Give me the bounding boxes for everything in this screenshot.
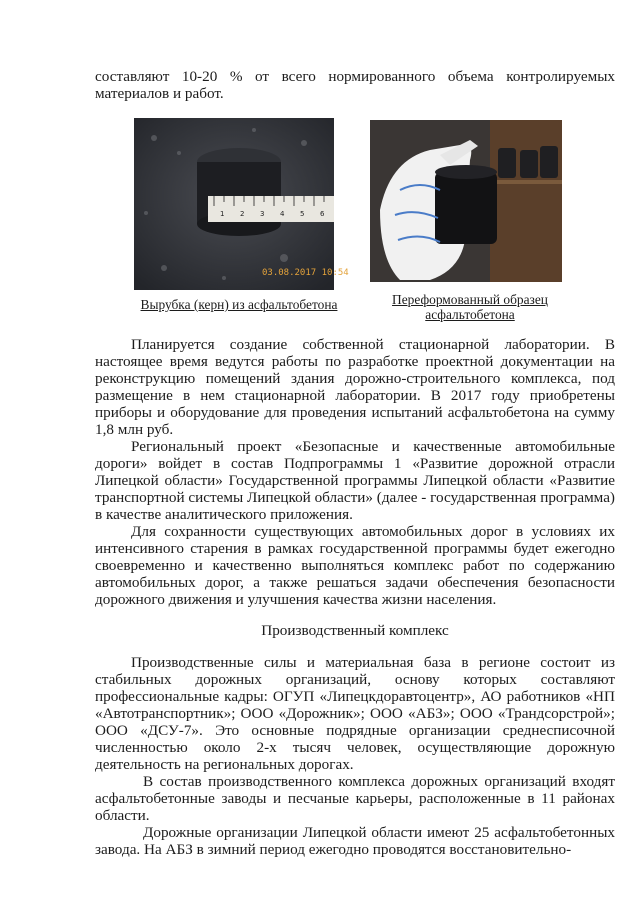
svg-text:2: 2 xyxy=(240,210,245,218)
photo-reformed-sample xyxy=(370,120,562,282)
photo-caption-core: Вырубка (керн) из асфальтобетона xyxy=(140,297,338,312)
photo-asphalt-core xyxy=(134,118,349,290)
top-paragraph: составляют 10-20 % от всего нормированного объема контролируемых материалов и работ. xyxy=(95,68,615,102)
section-title: Производственный комплекс xyxy=(261,622,449,639)
svg-text:1: 1 xyxy=(220,210,225,218)
reformed-sample-image xyxy=(370,120,562,282)
photo-caption-sample: Переформованный образец асфальтобетона xyxy=(392,292,548,322)
svg-text:6: 6 xyxy=(320,210,325,218)
asphalt-core-image xyxy=(134,118,349,290)
photo-timestamp: 03.08.2017 10:54 xyxy=(262,268,349,278)
main-paragraphs: Планируется создание собственной стационарной лаборатории. В настоящее время ведутся работы по разработке проектной документации на реконструкцию помещений здания дорожно-строительного комплекса, под размещение в нем стационарной лаборатории. В 2017 году приобретены приборы и оборудование для проведения испытаний асфальтобетона на сумму 1,8 млн руб. Региональный проект «Безопасные и качественные автомобильные дороги» войдет в состав Подпрограммы 1 «Развитие дорожной отрасли Липецкой области» Государственной программы Липецкой области «Развитие транспортной системы Липецкой области» (далее - государственная программа) в качестве аналитического приложения. Для сохранности существующих автомобильных дорог в условиях их интенсивного старения в рамках государственной программы будет ежегодно своевременно и качественно выполняться комплекс работ по содержанию автомобильных дорог, а также решаться задачи обеспечения безопасности дорожного движения и улучшения качества жизни населения. xyxy=(95,336,615,608)
section-paragraphs: Производственные силы и материальная база в регионе состоит из стабильных дорожных организаций, основу которых составляют профессиональные кадры: ОГУП «Липецкдоравтоцентр», АО работников «НП «Автотранспортник»; ООО «Дорожник»; ООО «АБЗ»; ООО «Трандсорстрой»; ООО «ДСУ-7». Это основные подрядные организации среднесписочной численностью около 2-х тысяч человек, осуществляющие дорожную деятельность на региональных дорогах. В состав производственного комплекса дорожных организаций входят асфальтобетонные заводы и песчаные карьеры, расположенные в 11 районах области. Дорожные организации Липецкой области имеют 25 асфальтобетонных завода. На АБЗ в зимний период ежегодно проводятся восстановительно- xyxy=(95,654,615,858)
svg-text:5: 5 xyxy=(300,210,305,218)
svg-text:3: 3 xyxy=(260,210,265,218)
svg-text:4: 4 xyxy=(280,210,285,218)
